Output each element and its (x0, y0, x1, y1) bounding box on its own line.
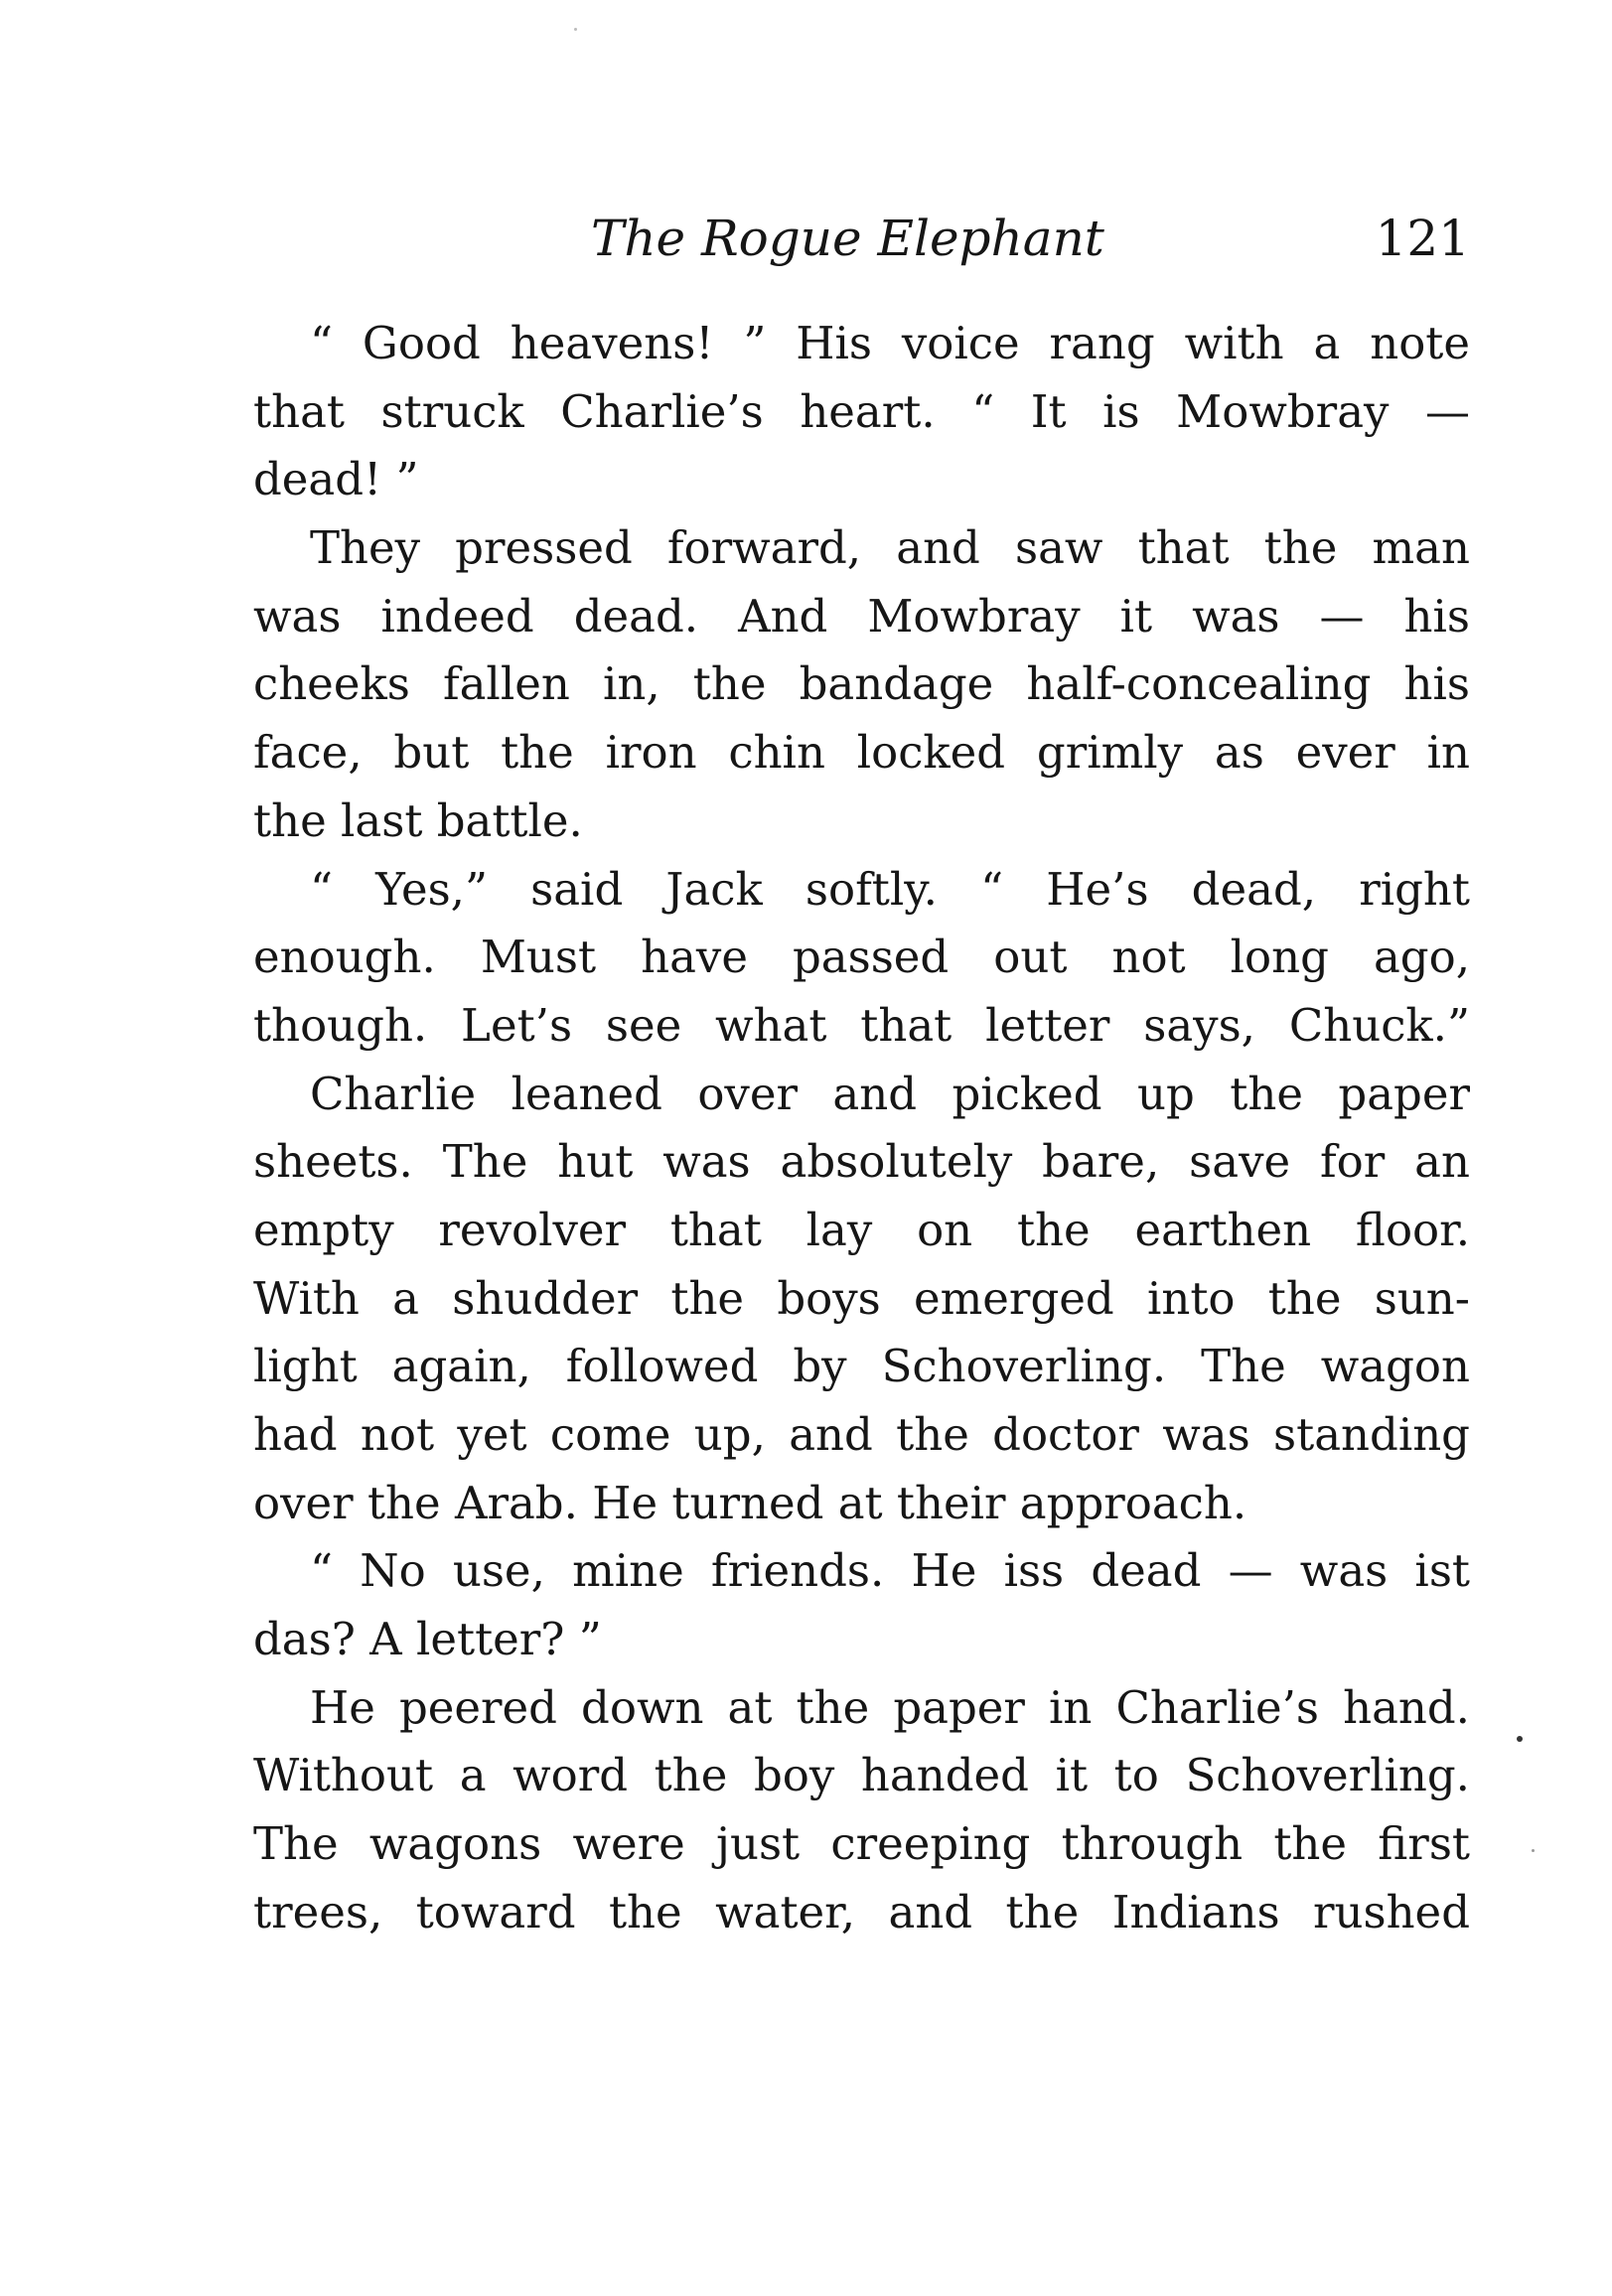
running-title: The Rogue Elephant (591, 210, 1104, 267)
print-speck (1517, 1736, 1523, 1742)
text-line: was indeed dead. And Mowbray it was — his (253, 589, 1470, 643)
print-speck (574, 28, 577, 31)
text-line: face, but the iron chin locked grimly as ever in (253, 726, 1470, 780)
text-line: “ Good heavens! ” His voice rang with a note (310, 317, 1470, 369)
text-line: that struck Charlie’s heart. “ It is Mowbray — (253, 384, 1470, 438)
text-line: trees, toward the water, and the Indians rushed (253, 1885, 1470, 1938)
text-line: He peered down at the paper in Charlie’s hand. (310, 1680, 1470, 1734)
body-text (253, 310, 1470, 1947)
text-line: the last battle. (253, 793, 583, 847)
text-line: light again, followed by Schoverling. The wagon (253, 1340, 1470, 1393)
running-head (253, 204, 1470, 273)
text-line: dead! ” (253, 453, 419, 506)
text-line: “ Yes,” said Jack softly. “ He’s dead, right (310, 862, 1470, 916)
text-line: over the Arab. He turned at their approach. (253, 1476, 1247, 1529)
text-line: enough. Must have passed out not long ago, (253, 931, 1470, 984)
text-line: das? A letter? ” (253, 1613, 602, 1666)
text-line: Without a word the boy handed it to Schoverling. (253, 1749, 1470, 1802)
page-number: 121 (1375, 210, 1470, 267)
text-line: With a shudder the boys emerged into the sun- (253, 1271, 1470, 1325)
text-line: sheets. The hut was absolutely bare, save for an (253, 1135, 1470, 1189)
text-line: The wagons were just creeping through the first (253, 1817, 1470, 1871)
text-line: had not yet come up, and the doctor was standing (253, 1408, 1470, 1461)
text-line: though. Let’s see what that letter says, Chuck.” (253, 998, 1470, 1052)
print-speck (1532, 1849, 1535, 1852)
text-line: Charlie leaned over and picked up the paper (310, 1067, 1470, 1120)
text-line: They pressed forward, and saw that the man (310, 521, 1470, 575)
text-line: empty revolver that lay on the earthen floor. (253, 1203, 1470, 1256)
text-line: “ No use, mine friends. He iss dead — was ist (310, 1544, 1470, 1598)
text-line: cheeks fallen in, the bandage half-concealing his (253, 657, 1470, 711)
